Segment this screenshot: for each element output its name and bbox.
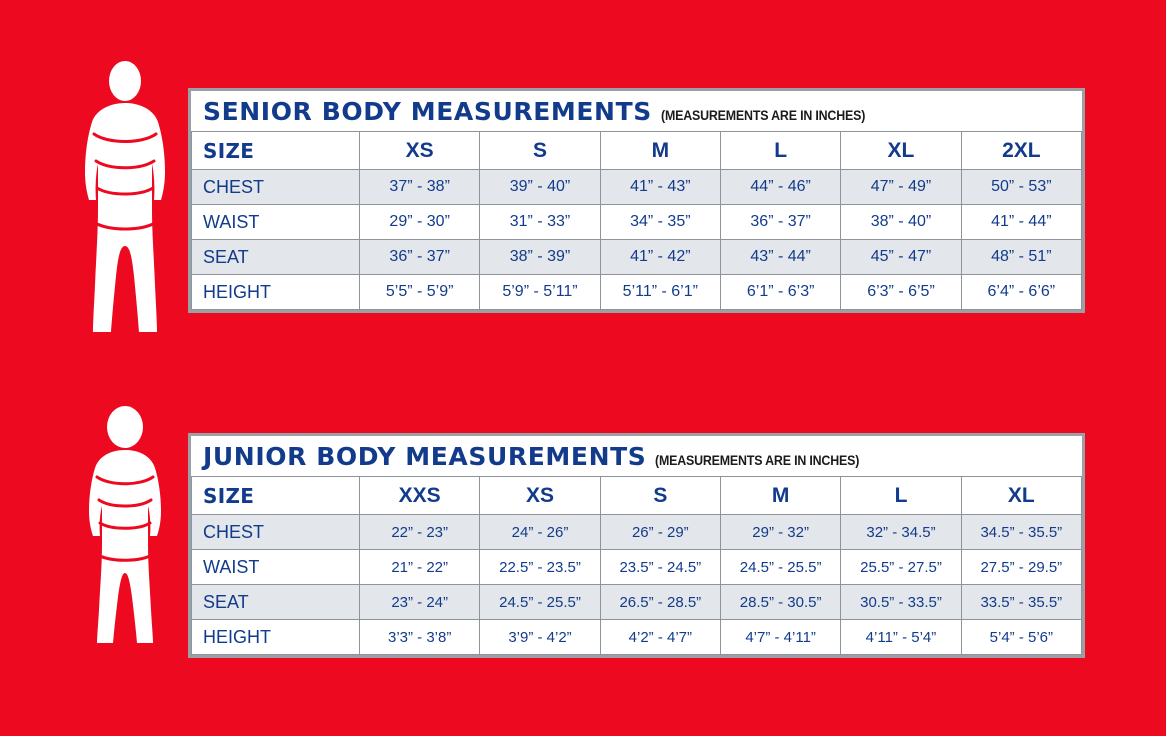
cell-seat-xl: 45” - 47”	[841, 240, 961, 275]
cell-waist-xs: 22.5” - 23.5”	[480, 550, 600, 585]
cell-height-m: 4’7” - 4’11”	[720, 620, 840, 655]
cell-chest-2xl: 50” - 53”	[961, 170, 1081, 205]
cell-waist-m: 24.5” - 25.5”	[720, 550, 840, 585]
child-body-silhouette-icon	[70, 405, 180, 645]
cell-waist-xl: 38” - 40”	[841, 205, 961, 240]
senior-title: SENIOR BODY MEASUREMENTS	[203, 97, 652, 126]
table-row	[192, 550, 1082, 585]
cell-chest-xs: 37” - 38”	[360, 170, 480, 205]
column-header-xs: XS	[480, 477, 600, 515]
junior-table-container	[188, 433, 1085, 658]
cell-chest-l: 44” - 46”	[720, 170, 840, 205]
table-row	[192, 275, 1082, 310]
senior-subtitle: (MEASUREMENTS ARE IN INCHES)	[660, 108, 866, 123]
cell-waist-s: 31” - 33”	[480, 205, 600, 240]
row-label-height: HEIGHT	[192, 275, 360, 310]
table-header-row	[192, 477, 1082, 515]
row-label-seat: SEAT	[192, 585, 360, 620]
table-row	[192, 205, 1082, 240]
cell-height-l: 6’1” - 6’3”	[720, 275, 840, 310]
cell-seat-m: 28.5” - 30.5”	[720, 585, 840, 620]
cell-seat-l: 30.5” - 33.5”	[841, 585, 961, 620]
junior-title: JUNIOR BODY MEASUREMENTS	[203, 442, 647, 471]
column-header-xs: XS	[360, 132, 480, 170]
junior-title-bar	[191, 436, 1082, 476]
cell-waist-m: 34” - 35”	[600, 205, 720, 240]
table-row	[192, 170, 1082, 205]
row-label-height: HEIGHT	[192, 620, 360, 655]
cell-chest-m: 41” - 43”	[600, 170, 720, 205]
row-label-chest: CHEST	[192, 515, 360, 550]
table-row	[192, 585, 1082, 620]
row-label-waist: WAIST	[192, 550, 360, 585]
senior-table-container	[188, 88, 1085, 313]
row-label-chest: CHEST	[192, 170, 360, 205]
cell-height-s: 4’2” - 4’7”	[600, 620, 720, 655]
cell-chest-xl: 34.5” - 35.5”	[961, 515, 1081, 550]
cell-waist-xl: 27.5” - 29.5”	[961, 550, 1081, 585]
cell-height-2xl: 6’4” - 6’6”	[961, 275, 1081, 310]
cell-height-xs: 3’9” - 4’2”	[480, 620, 600, 655]
column-header-size: SIZE	[192, 132, 360, 170]
cell-waist-2xl: 41” - 44”	[961, 205, 1081, 240]
column-header-l: L	[841, 477, 961, 515]
cell-height-s: 5’9” - 5’11”	[480, 275, 600, 310]
cell-seat-l: 43” - 44”	[720, 240, 840, 275]
cell-chest-m: 29” - 32”	[720, 515, 840, 550]
table-row	[192, 620, 1082, 655]
cell-height-xl: 5’4” - 5’6”	[961, 620, 1081, 655]
adult-male-body-silhouette-icon	[70, 60, 180, 335]
cell-chest-s: 39” - 40”	[480, 170, 600, 205]
cell-chest-l: 32” - 34.5”	[841, 515, 961, 550]
cell-seat-m: 41” - 42”	[600, 240, 720, 275]
cell-chest-xl: 47” - 49”	[841, 170, 961, 205]
cell-height-xl: 6’3” - 6’5”	[841, 275, 961, 310]
column-header-size: SIZE	[192, 477, 360, 515]
cell-seat-xxs: 23” - 24”	[360, 585, 480, 620]
cell-seat-2xl: 48” - 51”	[961, 240, 1081, 275]
cell-seat-xs: 36” - 37”	[360, 240, 480, 275]
cell-height-xs: 5’5” - 5’9”	[360, 275, 480, 310]
column-header-l: L	[720, 132, 840, 170]
column-header-m: M	[720, 477, 840, 515]
column-header-xl: XL	[841, 132, 961, 170]
cell-seat-s: 38” - 39”	[480, 240, 600, 275]
table-row	[192, 515, 1082, 550]
column-header-2xl: 2XL	[961, 132, 1081, 170]
cell-seat-xl: 33.5” - 35.5”	[961, 585, 1081, 620]
row-label-waist: WAIST	[192, 205, 360, 240]
cell-seat-s: 26.5” - 28.5”	[600, 585, 720, 620]
column-header-xxs: XXS	[360, 477, 480, 515]
cell-waist-s: 23.5” - 24.5”	[600, 550, 720, 585]
cell-height-l: 4’11” - 5’4”	[841, 620, 961, 655]
senior-size-table	[191, 131, 1082, 310]
row-label-seat: SEAT	[192, 240, 360, 275]
cell-height-xxs: 3’3” - 3’8”	[360, 620, 480, 655]
senior-title-bar	[191, 91, 1082, 131]
junior-subtitle: (MEASUREMENTS ARE IN INCHES)	[655, 453, 860, 468]
cell-waist-l: 25.5” - 27.5”	[841, 550, 961, 585]
junior-size-table	[191, 476, 1082, 655]
table-header-row	[192, 132, 1082, 170]
cell-chest-xs: 24” - 26”	[480, 515, 600, 550]
cell-waist-xs: 29” - 30”	[360, 205, 480, 240]
cell-chest-s: 26” - 29”	[600, 515, 720, 550]
column-header-m: M	[600, 132, 720, 170]
cell-seat-xs: 24.5” - 25.5”	[480, 585, 600, 620]
column-header-xl: XL	[961, 477, 1081, 515]
table-row	[192, 240, 1082, 275]
column-header-s: S	[600, 477, 720, 515]
cell-waist-l: 36” - 37”	[720, 205, 840, 240]
column-header-s: S	[480, 132, 600, 170]
cell-chest-xxs: 22” - 23”	[360, 515, 480, 550]
cell-waist-xxs: 21” - 22”	[360, 550, 480, 585]
cell-height-m: 5’11” - 6’1”	[600, 275, 720, 310]
